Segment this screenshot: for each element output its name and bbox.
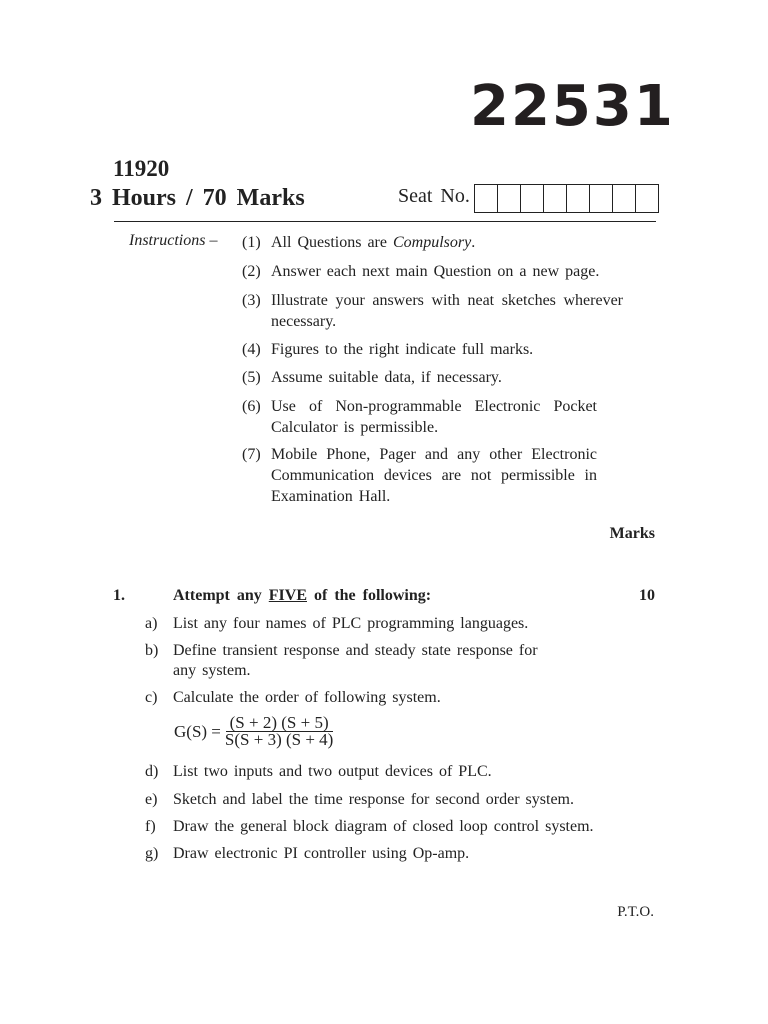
sub-question	[145, 762, 645, 782]
seat-box	[590, 185, 613, 212]
instruction-text: Mobile Phone, Pager and any other Electronic Communication devices are not permissible in Examination Hall.	[271, 446, 597, 505]
instruction-item	[242, 339, 623, 360]
question-marks: 10	[639, 587, 655, 604]
instruction-item	[242, 396, 597, 438]
equation-lhs: G(S) =	[174, 721, 221, 741]
instruction-item	[242, 444, 597, 507]
sub-question-text: List any four names of PLC programming languages.	[173, 615, 529, 632]
sub-question-text: Draw the general block diagram of closed loop control system.	[173, 818, 594, 835]
instruction-item	[242, 290, 623, 332]
seat-box	[613, 185, 636, 212]
seat-box	[567, 185, 590, 212]
seat-number-label: Seat No.	[398, 185, 470, 207]
marks-column-heading: Marks	[609, 525, 655, 542]
header-divider	[114, 221, 656, 222]
instruction-item	[242, 261, 623, 282]
instruction-number: (4)	[242, 341, 261, 358]
sub-question-label: d)	[145, 763, 159, 780]
instruction-text: Assume suitable data, if necessary.	[271, 369, 502, 386]
seat-box	[521, 185, 544, 212]
instruction-number: (3)	[242, 292, 261, 309]
instruction-number: (5)	[242, 369, 261, 386]
sub-question-text: Define transient response and steady state response for any system.	[173, 642, 538, 679]
sub-question-text: Draw electronic PI controller using Op-amp.	[173, 845, 470, 862]
subject-code: 11920	[113, 156, 170, 181]
sub-question	[145, 688, 555, 708]
sub-question	[145, 844, 645, 864]
instruction-text: All Questions are Compulsory.	[271, 234, 476, 251]
please-turn-over: P.T.O.	[617, 904, 654, 920]
seat-number-boxes	[474, 184, 659, 213]
instruction-item	[242, 367, 623, 388]
instruction-text: Illustrate your answers with neat sketches wherever necessary.	[271, 292, 623, 330]
instruction-text: Answer each next main Question on a new page.	[271, 263, 600, 280]
sub-question	[145, 817, 645, 837]
instruction-item	[242, 232, 623, 253]
question-number: 1.	[113, 587, 125, 604]
sub-question-text: Sketch and label the time response for second order system.	[173, 791, 574, 808]
sub-question-label: e)	[145, 791, 158, 808]
instruction-number: (2)	[242, 263, 261, 280]
seat-box	[498, 185, 521, 212]
sub-question-label: g)	[145, 845, 159, 862]
instruction-number: (1)	[242, 234, 261, 251]
sub-question	[145, 614, 555, 634]
paper-code: 22531	[470, 74, 675, 139]
instruction-text: Figures to the right indicate full marks.	[271, 341, 534, 358]
sub-question-text: List two inputs and two output devices of PLC.	[173, 763, 492, 780]
sub-question-label: a)	[145, 615, 158, 632]
question-title: Attempt any FIVE of the following:	[173, 587, 432, 604]
transfer-function-equation	[174, 715, 333, 748]
seat-box	[636, 185, 658, 212]
instruction-number: (7)	[242, 446, 261, 463]
sub-question-label: f)	[145, 818, 156, 835]
duration-and-marks: 3 Hours / 70 Marks	[90, 185, 305, 211]
instruction-text: Use of Non-programmable Electronic Pocket Calculator is permissible.	[271, 398, 597, 436]
sub-question-text: Calculate the order of following system.	[173, 689, 441, 706]
equation-numerator: (S + 2) (S + 5)	[226, 715, 333, 732]
seat-box	[475, 185, 498, 212]
instructions-label: Instructions –	[129, 232, 218, 249]
instruction-number: (6)	[242, 398, 261, 415]
equation-fraction	[225, 715, 333, 748]
sub-question	[145, 641, 555, 681]
sub-question-label: c)	[145, 689, 158, 706]
equation-denominator: S(S + 3) (S + 4)	[224, 730, 334, 749]
sub-question	[145, 790, 645, 810]
sub-question-label: b)	[145, 642, 159, 659]
seat-box	[544, 185, 567, 212]
